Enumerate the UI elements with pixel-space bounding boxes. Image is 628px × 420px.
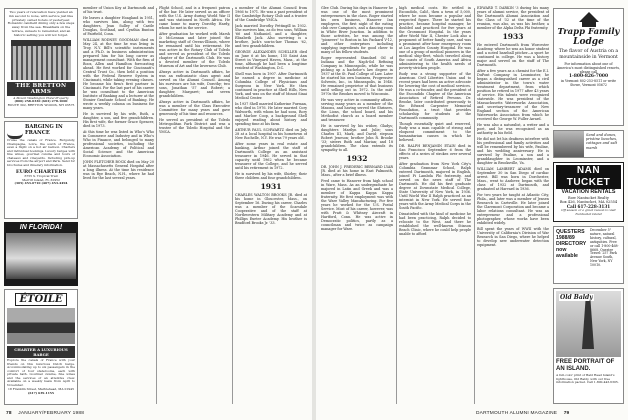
left-text-column-3 [235,6,307,406]
etoile-headline: CHARTER A LUXURIOUS BARGE [7,346,75,358]
bretton-building-illustration [11,40,71,80]
trapp-name-line1: Trapp Family [557,27,620,37]
obituary-paragraph: CHARLES WALTON BROOKS JR. died at his home in Gloucester, Mass., on September 16. During his career, Charles was a member of the Scarsdale Cooperative and of the staff at Northwestern Military Academy and at Phillips Exeter Academy. His brother is Bradford Brooks Jr. '33. [235,193,307,225]
right-text-column-3 [477,6,549,406]
trapp-body: For information about one of America's most distinguished resorts, please call [556,62,621,75]
obituary-paragraph: member of Union Key at Dartmouth and of his trust. [83,6,154,14]
beaches-photo [554,131,584,158]
etoile-barge-ad [4,289,78,405]
column-rule [474,8,475,404]
obituary-paragraph: Jack married Dorothy Pettingill in 1932. She survives him, as do two sons, William '66 and Nathaniel, and a daughter, Elizabeth Jack. Also surviving is a brother, Jack's son-in-law Thomas '62, and two grandchildren. [235,24,307,48]
obituary-paragraph: DR. JOHN J. FREDERIC BERNARD LYAR JR. died at his home in East Falmouth, Mass., after a brief illness. [321,165,393,177]
etoile-phone: (617) 639-1155 [27,390,54,395]
obituary-paragraph: After graduation he worked with Marsh & McLennan and later joined the marketing staff of Owens-Illinois, where he remained until his retirement. He was active in the Rotary Club of Toledo and served as president of the Toledo chapter of the Dartmouth Club. He was a devoted member of the Toledo Museum of Art and the Inverness Club. [159,32,230,68]
trapp-address: in Vermont 802-253-8511 or write Stowe, Vermont 05672 [560,79,617,87]
obituary-paragraph: WILLIAM RODNEY GOODMAN died on May 24, at the time he was living in Troy, N.Y. Bill's scientific instruments and a Ph.D. in business administration prepared him for his long career as management consultant. With the firm of Booz, Allen and Hamilton forecasting ahead. He first worked for Cincinnati's Central Trust Co., then held a position with the Federal Reserve System in Cincinnati, while taking evening classes. He became his firm's first partner in Cincinnati. For the last part of his career he was consultant to the American Institute of Banking and a lecturer at the Stonier Graduate School of Banking. He wrote a weekly column on business for many years. [83,38,154,110]
etoile-barge-photo [7,308,75,344]
page-number: 78 [6,411,12,416]
bretton-address: ROUTE 302, BRETTON WOODS, NH 03575 [7,102,75,107]
obituary-paragraph: He is survived by his wife, Ruth, a daughter, a son, and five grandchildren. His first wife, the former Grace Spencer, died in 1973. [83,112,154,128]
nantucket-cta: Off season or a great reason to visit Nantucket Island [561,208,616,216]
left-folio [6,411,84,416]
florida-title: IN FLORIDA! [19,224,63,231]
barging-title: BARGING IN FRANCE [25,124,63,136]
obituary-paragraph: Bill spent the years of WWII with the University of California's Division of War Research in San Diego, where he helped to develop new underwater detection equipment. [477,227,549,247]
old-baldy-ad [553,288,624,404]
trapp-phone: 1-800-826-7000 [568,74,609,80]
class-year-heading-1932: 1932 [346,154,368,163]
obituary-paragraph: Dissatisfied with the kind of medicine he had been practicing, Ralph decided to relocate to the West, and there he established the well-known Stinson Beach Clinic, where he could help people unable to afford [399,212,471,236]
euro-charters-city: Merritt Island, FL 32952 [22,177,60,182]
obituary-paragraph: He did not let his deafness interfere with his professional and family activities and will be remembered by his wife, Pauline, and his wedding anniversary. He is survived by Pauline, a son and a granddaughter in Leominster, and a daughter in Brooksville, Va. [477,137,549,165]
beaches-ad [553,130,624,158]
obituary-paragraph: Always active in Dartmouth affairs, he was an enthusiastic class agent and served on the Alumni Council. Among his survivors are his wife, Dorothy; two sons, Jonathan '57 and Robert; a daughter, Margaret; and seven grandchildren. [159,70,230,98]
obituary-paragraph: WILLIAM LAMBERT ADAMS died on September 30 in San Diego of cardiac arrest. Bill was born in Dorchester, Mass., went to Andover, began with the class of 1932 at Dartmouth, and graduated at Harvard in 1936. [477,167,549,191]
class-year-heading-1933: 1933 [502,32,524,41]
left-text-column-1 [83,6,154,406]
questers-body: December 5" nature, natural history, cultural, antiquities. Free or call 1-800-468-8668. Quester Travel: 257 Park Avenue South, New York, NY 10010. [590,228,619,268]
nantucket-company: Bow Nantucket Realty [568,196,609,200]
obituary-paragraph: At this time he was listed in Who's Who in Commerce and Industry and in Who's Who in Finance, and belonged to many professional societies, including the American Academy of Political and Social Science and the American Economic Association. [83,130,154,158]
old-baldy-lighthouse-illustration [556,291,621,357]
old-baldy-body: A full-color print of Bald Head Island's lighthouse, Old Baldy, with our free information packet. Call 1-800-443-6305. [556,373,619,384]
obituary-paragraph: GEORGE ALEXANDER SCHILLER died on June 6 at his home, 155 Saint Ann Street in Vineyard Haven, Mass., at the time, although he had been a longtime resident of Washington, D.C. [235,50,307,70]
old-baldy-headline: FREE PORTRAIT OF AN ISLAND. [556,359,615,372]
obituary-paragraph: Rudy was a strong supporter of the American Civil Liberties Union and to recent years had been an active advocate for lowering the cost of medical services. He was a co-founder, and the president of the Escondido Chapter of the American Association of Retired Persons. Dr. Brooke, later contributed generously to the Edward Carpenter Memorial Foundation, a trust that provides scholarship for students at the Dartmouth community. [399,72,471,120]
class-year-heading-1931: 1931 [260,182,282,191]
obituary-paragraph: Roger represented Standard Oil of Indiana and the Naph-Sol Refining Company in Minneapolis, while he was picking up a bachelor's law degree in 1937 at the St. Paul College of Law. Later he started his own business, Progressive Solvents, Inc., in Minneapolis, in 1946. He remained proprietor of that business until selling out in 1972. In the mid-1970s the Brookes moved to Wisconsin. [321,56,393,96]
nantucket-address: Box 426, Nantucket, MA 02554 [559,200,618,205]
nantucket-title: NAN TUCKET [556,165,621,189]
obituary-paragraph: high medical costs. He settled in Escondido, Calif., then a town of 5,000, where he soon became a popular and respected figure. There he started his practice, became hospital manager, he doubled and practiced for five years at the Grossmont Hospital. In the years after World War II, Chester Lock also a proponent of better family care, and was a prominent after-hour emergency room at Los Angeles County Hospital. He was one of a group of medical pioneers in the medical ship-fleet, which traveled along the coasts of South America and Africa administering to the health needs of poverty-stricken people. [399,6,471,70]
questers-title: QUESTERS 1988/89 DIRECTORY now available [556,229,587,259]
bretton-arms-ad [4,8,78,118]
issue-date: JANUARY/FEBRUARY 1988 [18,411,85,416]
euro-charters-phone: (305) 453-0710 (407) 453-4494 [14,181,68,185]
nantucket-ad [553,162,624,222]
bretton-arms-title: THE BRETTON ARMS [7,82,75,96]
right-text-column-2 [399,6,471,406]
bretton-tagline: A Mount Washington Hotel Property [13,95,69,100]
obituary-paragraph: He is survived by his wife, Shirley; their three children and four grandchildren. [235,172,307,180]
right-folio [476,411,569,416]
trapp-slogan: The flavor of Austria on a mountainside in Vermont [558,49,619,60]
obituary-paragraph: DR. RALPH BENJAMIN ETAIN died in San Francisco September 6 from the effects of a series of strokes over several years. [399,144,471,160]
barging-in-france-ad [4,121,78,219]
euro-charters-name: EURO CHARTERS [15,169,67,175]
obituary-paragraph: He entered Dartmouth from Worcester Academy, where he was an honor student and a noted baseball pitcher—a sport he continued in college. He was a history major and served on the staff of The Dartmouth. [477,43,549,67]
barge-icon [7,125,23,139]
obituary-paragraph: He was very active in community affairs, serving many years as a member of the Masons, and having served the Shriners, the Lions, the school board, and his Methodist church as a board member and treasurer. [321,98,393,122]
obituary-paragraph: Flight School, and is a frequent patron of the bar. He later served as an officer with the U.S. Army during World War II and was stationed in North Africa. He came home to marry Dorothy Hardy, whom he met in the service. [159,6,230,30]
nantucket-subtitle: VACATION RENTALS [561,189,616,195]
obituary-paragraph: In 1937 Shell married Katherine Furman, who died in 1976. He later married Cory Walworth, with whom he had sons, Rory and Marlow Coop, a background Shell enjoyed reading about history and spending time at his farm. [235,102,307,126]
barging-body: Cruise the canals of France. Burgundy, Champagne, Loire, the south of France, even a flight on a hot air balloon. Charters and individual bookings. Luxury barges with fine wines, gourmet cuisine and tours of chateaux and vineyards. Including pick-up services from the airport and Paris. Send for brochures and itinerary information. [7,138,75,167]
trapp-family-lodge-ad [553,8,624,126]
obituary-paragraph: Fred came to Hanover from high school in Ware, Mass. As an undergraduate he majored in Latin and Greek and was a member of Kappa Kappa Kappa fraternity. He first employment was with the Ware Valley Manufacturing. For five years he worked for the U.S. Postal Service. Most of his career, however, was with Pratt & Whitney Aircraft in Hartford, Conn. He was active in Democratic politics, partly as a councilman and twice as campaign manager for Ware. [321,179,393,231]
obituary-paragraph: Glee Club. During his days in Hanover he was one of the most prominent entrepreneurs in the class. Roger started his own business, Hanover Inn employees, the first night of the eating club over Campion's, and a dancing room in White River Junction. In addition to those activities, he was among the "pioneers" to Boston in his Packard V-12, and other enterprises including supplying ingredients for good cheer to many of his fellow students. [321,6,393,54]
etoile-logo: ÉTOILE [15,293,67,306]
etoile-body: Explore the canals of France with your friends on this luxurious Dutch barge. Accommodating up to six passengers in the comfort of four staterooms, each with private bath. Gourmet cuisine, fine wines and the services of an attentive crew. Available on a weekly basis from April to November. [7,358,75,387]
questers-ad [553,226,624,284]
obituary-paragraph: He is survived by his widow, Gladys; daughters Marilyn and Julie; sons Charles III, Mark, and David; stepson Robert Jeneson; brother John R. Brooke '33; sisters Ruth and Marian; and 18 grandchildren. The class extends its sympathy to all. [321,124,393,152]
obituary-paragraph: a member of the Alumni Council from 1966 to 1971. He was a past president of the Cambridge Rotary Club and a trustee of the Cambridge YMCA. [235,6,307,22]
trapp-lodge-icon [579,12,599,22]
nantucket-phone: Call 617-228-3131 [566,204,611,210]
obituary-paragraph: EDWARD T. DARKIN '3 during his many years of alumni service, the president of the Dartmouth Alumni Association and the Class of '32 at the time of the reunion, was also, as was his brother, a member of the Alpha Delta Phi fraternity. [477,6,549,30]
obituary-paragraph: He was also a naturalist, a writer and a poet, and he was recognized as an authority in his field. [477,123,549,135]
beaches-caption: Sand and dunes, pristine beaches, cottages and salt marsh [586,133,618,150]
lighthouse-icon [582,299,594,349]
bretton-phones: (800) 258-0330 (603) 278-1000 [14,99,68,104]
etoile-address: 18 Franklin Street, Marblehead, MA 01945 [8,387,74,391]
left-text-column-2 [159,6,230,406]
obituary-paragraph: After some years in real estate and banking, Arthur joined the staff of Dartmouth College as an assistant treasurer in 1946. He served in that capacity until 1962 when he became treasurer of the College, and he served until his retirement in 1972. [235,142,307,170]
bretton-intro: Two years of renovation have yielded an inn second to none, with service just like privately owned hotels of yesteryear. Romantic candlelit dining only a few steps away from the sea. Breakfasts on the terrace, sunsets to remember, and an historic setting you will not forget. [7,10,75,37]
obituary-paragraph: He served as president of the Toledo Metropolitan Park District and was a trustee of the Toledo Hospital and the YMCA. [159,118,230,134]
left-page [0,0,312,420]
obituary-paragraph: For two years he taught at Atlantic City, Phila., and later was a member of Jensen Research in Cartsville. He later joined the Claremont Corporation and became a labor relations consultant. He was an entrepreneur and a professional photographer, whose works have been exhibited widely. [477,193,549,225]
obituary-paragraph: After a few years as a chemist for the E.I. DuPont Company in Leominster, he began a distinguished career as a civil administrator in the town's water treatment department, from which position he retired in 1977 after 43 years of service. His talents were recognized statewide. He was president of the Massachusetts Waterworks Association, and secretary-treasurer of the New England section of the American Waterworks Association from which he received the George W. Fuller Award. [477,69,549,121]
magazine-name: DARTMOUTH ALUMNI MAGAZINE [476,411,558,416]
obituary-paragraph: ARTHUR PAUL SCHWARTZ died on July 28 at a local hospital in his hometown of New Rochelle, N.Y. He was 79 years old. [235,128,307,140]
obituary-paragraph: He leaves a daughter Hoagland in 1951, who survives him, along with two daughters, Jean Sulley of Castle Douglas, Scotland, and Cynthia Bunton of Fairfield, Conn. [83,16,154,36]
obituary-paragraph: Always active in Dartmouth affairs, he was a member of the Class Executive Committee for many years and gave generously of his time and resources. [159,100,230,116]
column-rule [396,8,397,404]
right-text-column-1 [321,6,393,406]
column-rule [232,8,233,404]
euro-charters-address: 6755 S. Tropical Trail [24,174,58,178]
obituary-paragraph: After graduation from New York City's Columbia Grammar School, Ralph entered Dartmouth, majored in English, joined Pi Lambda Phi fraternity, and served on the news staff of The Dartmouth. He did his first graduate degree at Downstate Medical College, State University of New York, in 1936. Until World War II Ralph practiced as an internist in New York. He served four years with the Army Medical Corps in the South Pacific. [399,162,471,210]
obituary-paragraph: Shell was born in 1907. After Dartmouth he earned a degree in medicine at Columbia College of Physicians and Surgeons in New York. He then continued in practice at Shell Hills, New York, and was on the staff of Mount Sinai Medical Center. [235,72,307,100]
obituary-paragraph: Though essentially quiet and reserved, Rudy was a man capable of strong and eloquent commitment to the humanitarian causes in which he believed. [399,122,471,142]
column-rule [156,8,157,404]
right-page [316,0,628,420]
florida-photo [6,233,76,279]
old-baldy-logo: Old Baldy [560,294,593,301]
florida-ad [4,222,78,286]
obituary-paragraph: JOHN FLETCHER BOCK died on May 20 at Massachusetts General Hospital after a long illness. At the time his residence was in Rye Beach, N.H., where he had lived for the last several years. [83,160,154,180]
page-number: 79 [563,411,570,416]
trapp-name-line2: Lodge [573,37,604,47]
